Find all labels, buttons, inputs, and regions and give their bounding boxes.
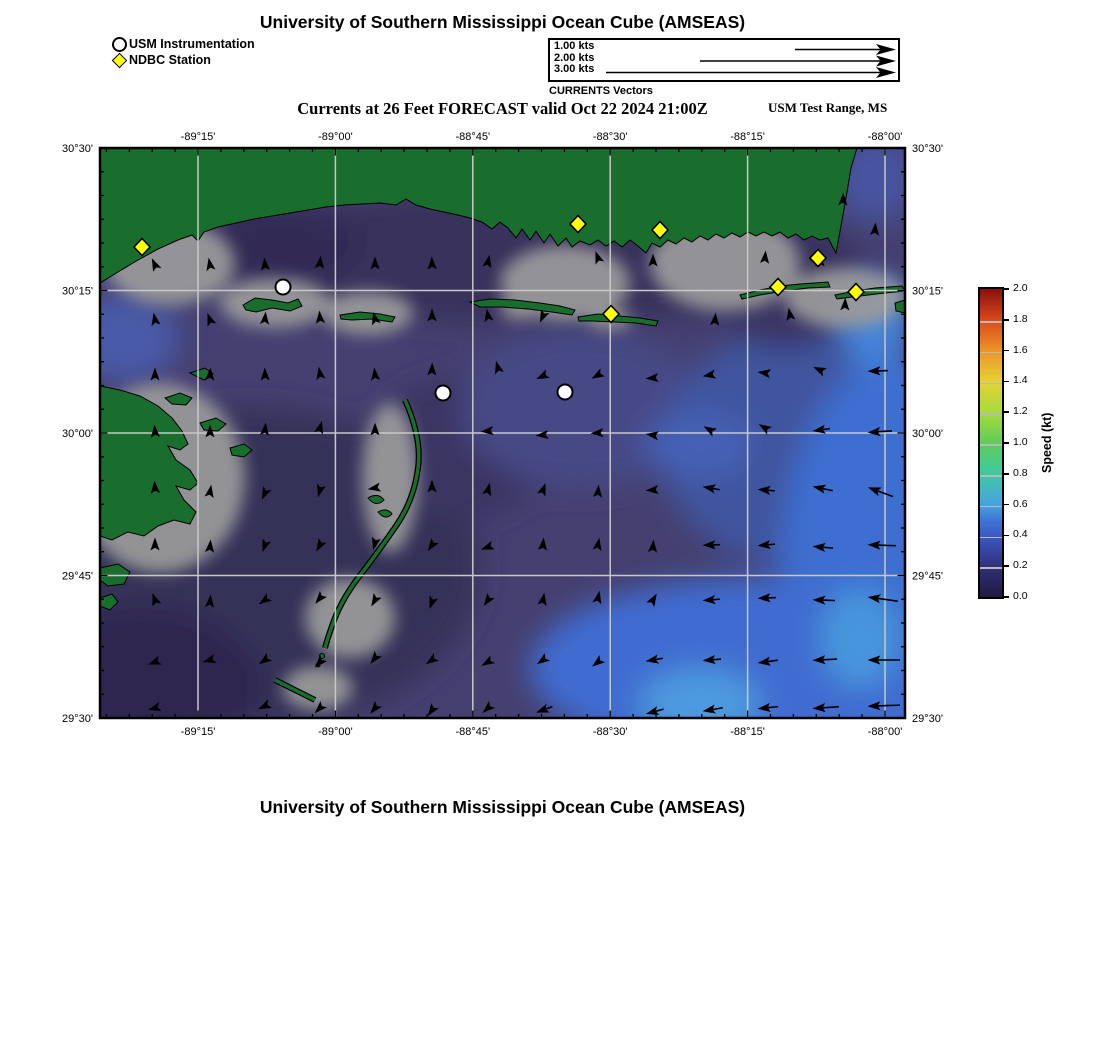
colorbar-tick [1004, 350, 1009, 352]
colorbar-tick-label: 1.4 [1013, 374, 1028, 387]
lon-tick-label-top: -89°00' [318, 131, 353, 143]
lon-tick-label-bottom: -89°00' [318, 726, 353, 738]
legend-item-ndbc [109, 52, 255, 68]
range-label: USM Test Range, MS [768, 100, 888, 115]
colorbar-tick-label: 0.0 [1013, 590, 1028, 602]
lon-tick-label-bottom: -88°45' [455, 726, 491, 738]
usm-circle-icon [109, 37, 129, 52]
vector-scale-label-3: 3.00 kts [554, 63, 595, 75]
colorbar-gridline [980, 352, 1002, 354]
colorbar-gridline [980, 383, 1002, 385]
colorbar-tick-label: 1.6 [1013, 343, 1028, 356]
forecast-subtitle: Currents at 26 Feet FORECAST valid Oct 22 2024 21:00Z [297, 99, 708, 118]
colorbar-tick-label: 1.0 [1013, 436, 1028, 448]
legend-label: NDBC Station [129, 53, 211, 67]
lat-tick-label-left: 29°45' [62, 570, 93, 583]
colorbar-gridline [980, 506, 1002, 508]
colorbar-tick [1004, 319, 1009, 321]
lon-tick-label-top: -88°45' [455, 131, 491, 143]
ndbc-diamond-icon [109, 55, 129, 66]
lat-tick-label-right: 29°45' [912, 570, 943, 583]
lat-tick-label-right: 29°30' [912, 713, 943, 725]
legend-item-usm [109, 36, 255, 52]
lat-tick-label-left: 29°30' [62, 713, 93, 725]
colorbar [978, 282, 1068, 607]
colorbar-tick [1004, 442, 1009, 444]
colorbar-tick [1004, 504, 1009, 506]
colorbar-gridline [980, 475, 1002, 477]
colorbar-tick [1004, 473, 1009, 475]
water-speed-field [40, 133, 960, 753]
currents-map [40, 128, 960, 753]
lon-tick-label-top: -88°00' [867, 131, 903, 143]
lon-tick-label-top: -88°30' [592, 131, 628, 143]
lat-tick-label-left: 30°30' [62, 143, 93, 155]
lat-tick-label-left: 30°00' [62, 428, 93, 440]
colorbar-tick [1004, 565, 1009, 567]
colorbar-tick [1004, 596, 1009, 598]
lon-tick-label-bottom: -88°00' [867, 726, 903, 738]
lon-tick-label-top: -88°15' [730, 131, 765, 143]
colorbar-tick-label: 2.0 [1013, 282, 1028, 294]
vector-scale-label-1: 1.00 kts [554, 40, 595, 52]
colorbar-tick-label: 0.2 [1013, 559, 1028, 572]
colorbar-tick [1004, 535, 1009, 537]
lon-tick-label-bottom: -88°15' [730, 726, 765, 738]
vector-scale-legend [548, 38, 900, 82]
colorbar-tick [1004, 381, 1009, 383]
lon-tick-label-bottom: -89°15' [180, 726, 216, 738]
legend-label: USM Instrumentation [129, 37, 255, 51]
figure-title-bottom: University of Southern Mississippi Ocean Cube (AMSEAS) [259, 797, 746, 817]
colorbar-axis-label: Speed (kt) [1040, 412, 1054, 474]
colorbar-tick-label: 0.8 [1013, 466, 1028, 479]
lat-tick-label-left: 30°15' [62, 285, 93, 298]
colorbar-gridline [980, 444, 1002, 446]
figure-title-top: University of Southern Mississippi Ocean Cube (AMSEAS) [259, 12, 746, 32]
marker-legend [109, 36, 255, 68]
lon-tick-label-bottom: -88°30' [592, 726, 628, 738]
colorbar-gridline [980, 321, 1002, 323]
colorbar-tick [1004, 288, 1009, 290]
colorbar-gridline [980, 567, 1002, 569]
colorbar-gridline [980, 413, 1002, 415]
vector-legend-caption: CURRENTS Vectors [549, 85, 653, 97]
colorbar-gridline [980, 537, 1002, 539]
colorbar-tick-label: 0.4 [1013, 528, 1028, 541]
colorbar-tick-label: 1.2 [1013, 405, 1028, 418]
vector-scale-arrows [550, 40, 898, 80]
colorbar-tick-label: 1.8 [1013, 312, 1028, 325]
vector-scale-label-2: 2.00 kts [554, 51, 595, 64]
colorbar-tick [1004, 411, 1009, 413]
lon-tick-label-top: -89°15' [180, 131, 216, 143]
lat-tick-label-right: 30°00' [912, 428, 943, 440]
lat-tick-label-right: 30°30' [912, 143, 943, 155]
colorbar-gradient [978, 287, 1004, 599]
lat-tick-label-right: 30°15' [912, 285, 943, 298]
colorbar-tick-label: 0.6 [1013, 497, 1028, 510]
